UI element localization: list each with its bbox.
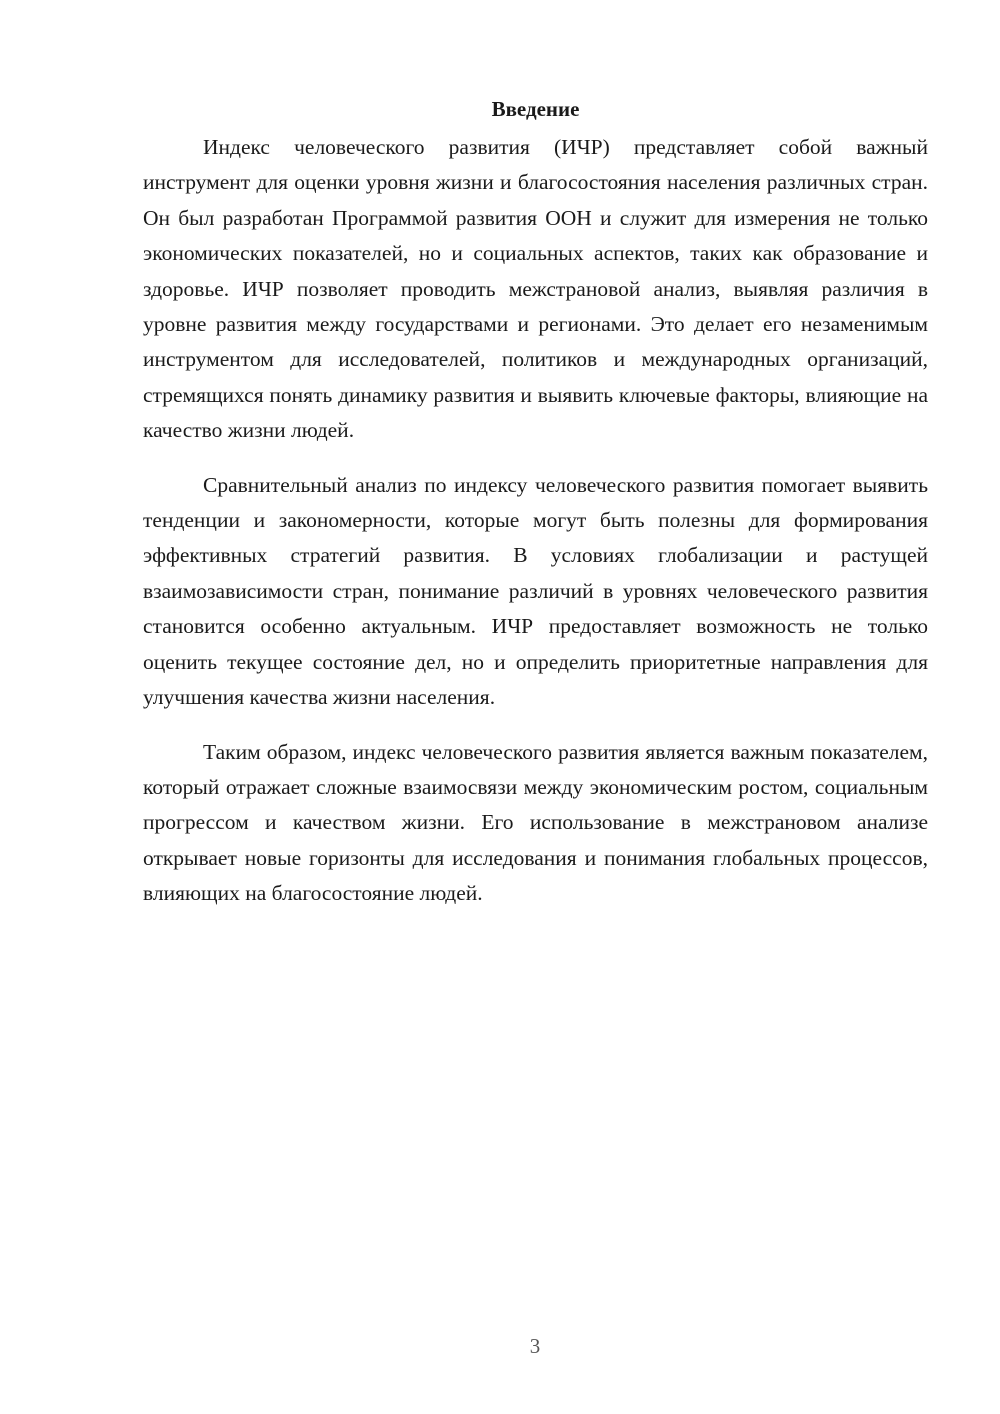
- paragraph-2: Сравнительный анализ по индексу человеческого развития помогает выявить тенденции и закономерности, которые могут быть полезны для формирования эффективных стратегий развития. В условиях глобализации и растущей взаимозависимости стран, понимание различий в уровнях человеческого развития становится особенно актуальным. ИЧР предоставляет возможность не только оценить текущее состояние дел, но и определить приоритетные направления для улучшения качества жизни населения.: [143, 472, 928, 710]
- section-heading: Введение: [491, 97, 580, 121]
- paragraph-1: Индекс человеческого развития (ИЧР) представляет собой важный инструмент для оценки уровня жизни и благосостояния населения различных стран. Он был разработан Программой развития ООН и служит для измерения не только экономических показателей, но и социальных аспектов, таких как образование и здоровье. ИЧР позволяет проводить межстрановой анализ, выявляя различия в уровне развития между государствами и регионами. Это делает его незаменимым инструментом для исследователей, политиков и международных организаций, стремящихся понять динамику развития и выявить ключевые факторы, влияющие на качество жизни людей.: [143, 135, 928, 443]
- page-number: 3: [529, 1334, 541, 1358]
- page-content: [143, 92, 928, 931]
- paragraph-3: Таким образом, индекс человеческого развития является важным показателем, который отражает сложные взаимосвязи между экономическим ростом, социальным прогрессом и качеством жизни. Его использование в межстрановом анализе открывает новые горизонты для исследования и понимания глобальных процессов, влияющих на благосостояние людей.: [143, 739, 928, 906]
